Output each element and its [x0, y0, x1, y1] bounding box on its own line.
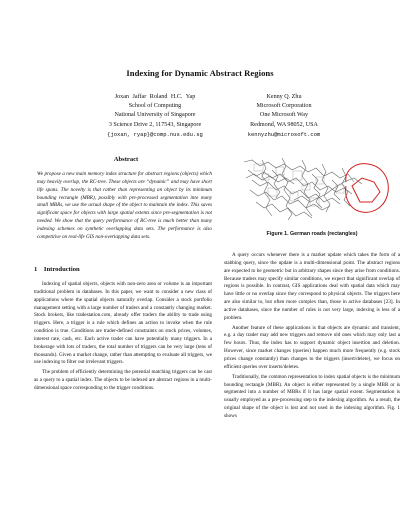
address-left: 3 Science Drive 2, 117543, Singapore — [108, 121, 202, 128]
intro-body — [34, 281, 212, 395]
right-paragraph-3: Traditionally, the common representation to index spatial objects is the minimum bounding rectangle (MBR). An object is either represented by a single MBR or is segmented into a number of MBRs if it has large spatial extent. Segmentation is usually employed as a pre-processing step to the indexing algorithm. As a result, the original shape of the object is lost and not used in the indexing algorithm. Fig. 1 shows — [224, 373, 400, 419]
institution-left: National University of Singapore — [114, 112, 196, 119]
right-column-body — [224, 252, 400, 423]
paper-title: Indexing for Dynamic Abstract Regions — [126, 68, 274, 78]
intro-heading: 1 Introduction — [34, 266, 80, 273]
abstract-heading: Abstract — [113, 156, 139, 163]
address-right-1: One Microsoft Way — [259, 112, 309, 119]
abstract-text: We propose a new main memory index structure for abstract regions (objects) which may heavily overlap, the RC-tree. These objects are “dynamic” and may have short life spans. The novelty is that rather than representing an object by its minimum bounding rectangle (MBR), possibly with pre-processed segmentation into many small MBRs, we use the actual shape of the object to maintain the index. This saves significant space for objects with large spatial extents since pre-segmentation is not needed. We show that the query performance of RC-tree is much better than many indexing schemes on synthetic overlapping data sets. The performance is also competitive on real-life GIS non-overlapping data sets. — [37, 171, 212, 240]
authors-right — [223, 93, 345, 139]
german-roads-figure — [232, 148, 396, 230]
affiliation-left: School of Computing — [128, 103, 182, 110]
author-names-right: Kenny Q. Zhu — [266, 94, 302, 100]
intro-paragraph-2: The problem of efficiently determining the potential matching triggers can be cast as a query to a spatial index. The objects to be indexed are abstract regions in a multi-dimensional space corresponding to the trigger conditions. — [34, 369, 212, 391]
intro-paragraph-1: Indexing of spatial objects, objects with non-zero area or volume is an important traditional problem in databases. In this paper, we want to consider a new class of applications where the spatial objects naturally overlap. Consider a stock portfolio management setting with a large number of traders and a constantly changing market. Stock brokers, like tradestation.com, already offer traders the ability to trade using triggers. Here, a trigger is a rule which defines an action to invoke when the rule condition is true. Conditions are trader-defined constraints on stock prices, volumes, interest rate, cash, etc. Each active trader can have potentially many triggers. In a brokerage with lots of traders, the total number of triggers can be very large (tens of thousands). Given a market change, rather than attempting to evaluate all triggers, we use indexing to filter out irrelevant triggers. — [34, 281, 212, 366]
email-right: kennyzhu@microsoft.com — [247, 130, 321, 138]
email-left: {joxan, ryap}@comp.nus.edu.sg — [107, 130, 203, 138]
figure-caption: Figure 1. German roads (rectangles) — [266, 231, 358, 237]
authors-left — [84, 93, 226, 139]
author-names-left: Joxan Jaffar Roland H.C. Yap — [114, 94, 196, 100]
address-right-2: Redmond, WA 98052, USA — [250, 121, 318, 128]
affiliation-right: Microsoft Corporation — [256, 103, 312, 110]
right-paragraph-1: A query occurs whenever there is a market update which takes the form of a stabbing query, since the update is a multi-dimensional point. The abstract regions are expected to be geometric but in arbitrary shapes since they arise from conditions. Because traders may specify similar conditions, we expect that significant overlap of regions is possible. In contrast, GIS applications deal with spatial data which may have little or no overlap since they correspond to physical objects. The triggers here are also similar to, but often more complex than, those in active databases [23]. In active databases, since the number of rules is not very large, indexing is less of a problem. — [224, 252, 400, 321]
right-paragraph-2: Another feature of these applications is that objects are dynamic and transient, e.g. a day trader may add new triggers and remove old ones which may only last a few hours. Thus, the index has to support dynamic object insertion and deletion. However, since market changes (queries) happen much more frequently (e.g. stock prices change constantly) than changes to the triggers (insert/delete), we focus on efficient queries over inserts/deletes. — [224, 324, 400, 370]
